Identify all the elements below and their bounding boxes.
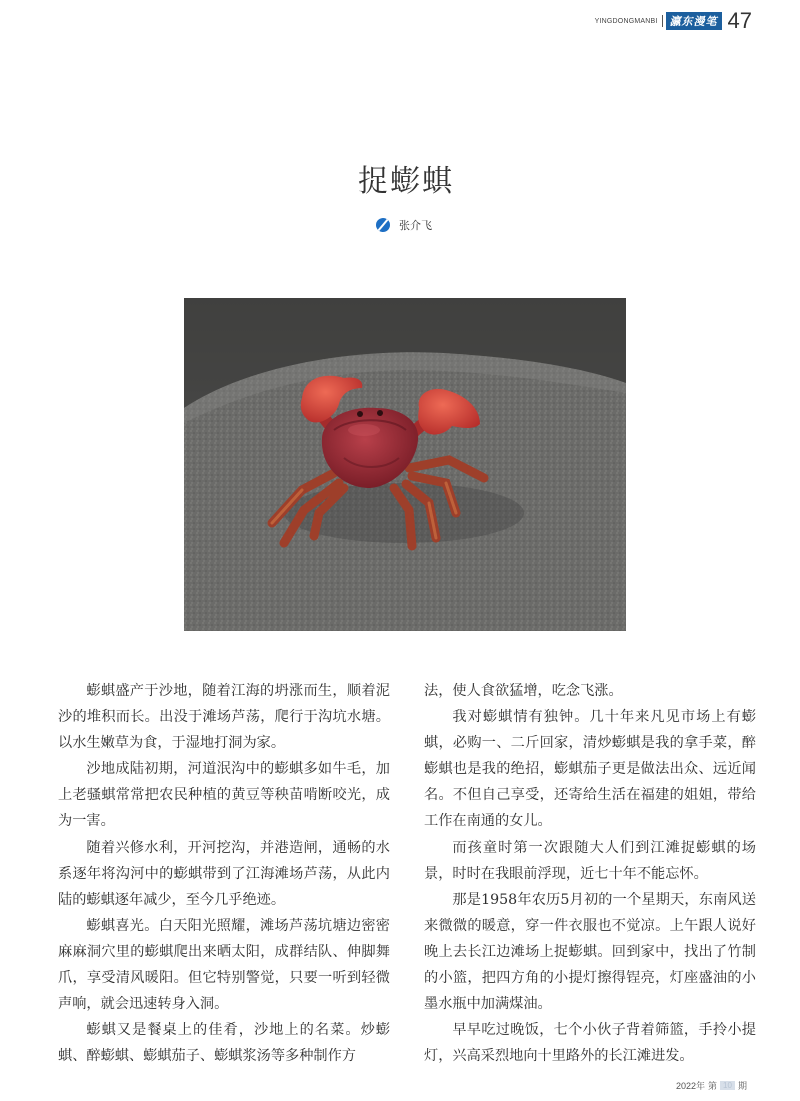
header-divider (662, 15, 663, 27)
pen-icon (376, 218, 390, 232)
paragraph: 蟛蜞又是餐桌上的佳肴，沙地上的名菜。炒蟛蜞、醉蟛蜞、蟛蜞茄子、蟛蜞浆汤等多种制作方 (58, 1022, 390, 1065)
article-title: 捉蟛蜞 (358, 164, 454, 199)
page-number: 47 (727, 8, 752, 33)
paragraph: 早早吃过晚饭，七个小伙子背着筛篮，手拎小提灯，兴高采烈地向十里路外的长江滩进发。 (424, 1022, 756, 1065)
paragraph: 蟛蜞喜光。白天阳光照耀，滩场芦荡坑塘边密密麻麻洞穴里的蟛蜞爬出来晒太阳，成群结队、伸脚舞爪，享受清风暖阳。但它特别警觉，只要一听到轻微声响，就会迅速转身入洞。 (58, 917, 390, 1013)
body-column-left (58, 678, 390, 1069)
body-column-right (424, 678, 756, 1069)
paragraph: 我对蟛蜞情有独钟。几十年来凡见市场上有蟛蜞，必购一、二斤回家，清炒蟛蜞是我的拿手菜，醉蟛蜞也是我的绝招，蟛蜞茄子更是做法出众、远近闻名。不但自己享受，还寄给生活在福建的姐姐，带给工作在南通的女儿。 (424, 709, 756, 830)
issue-footer (676, 1079, 747, 1092)
author-name: 张介飞 (399, 219, 432, 232)
paragraph: 随着兴修水利，开河挖沟，并港造闸，通畅的水系逐年将沟河中的蟛蜞带到了江海滩场芦荡，从此内陆的蟛蜞逐年减少，至今几乎绝迹。 (58, 839, 390, 908)
crab-illustration (184, 298, 626, 631)
paragraph-continuation: 法，使人食欲猛增，吃念飞涨。 (424, 683, 623, 699)
paragraph: 沙地成陆初期，河道泯沟中的蟛蜞多如牛毛，加上老骚蜞常常把农民种植的黄豆等秧苗啃断咬光，成为一害。 (58, 761, 390, 830)
paragraph: 而孩童时第一次跟随大人们到江滩捉蟛蜞的场景，时时在我眼前浮现，近七十年不能忘怀。 (424, 839, 756, 882)
column-name-cn: 瀛东漫笔 (666, 12, 722, 30)
article-photo (184, 298, 626, 631)
footer-year: 2022年 (676, 1081, 706, 1091)
footer-issue-number: 10 (720, 1081, 735, 1090)
footer-di: 第 (708, 1081, 718, 1091)
paragraph: 那是1958年农历5月初的一个星期天，东南风送来微微的暖意，穿一件衣服也不觉凉。上午跟人说好晚上去长江边滩场上捉蟛蜞。回到家中，找出了竹制的小篮，把四方角的小提灯擦得锃亮，灯座盛油的小墨水瓶中加满煤油。 (424, 891, 756, 1013)
paragraph: 蟛蜞盛产于沙地，随着江海的坍涨而生，顺着泥沙的堆积而长。出没于滩场芦荡，爬行于沟坑水塘。以水生嫩草为食，于湿地打洞为家。 (58, 683, 390, 752)
running-header (595, 10, 752, 32)
column-name-en: YINGDONGMANBI (594, 17, 658, 25)
footer-qi: 期 (737, 1081, 747, 1091)
byline (376, 216, 432, 234)
